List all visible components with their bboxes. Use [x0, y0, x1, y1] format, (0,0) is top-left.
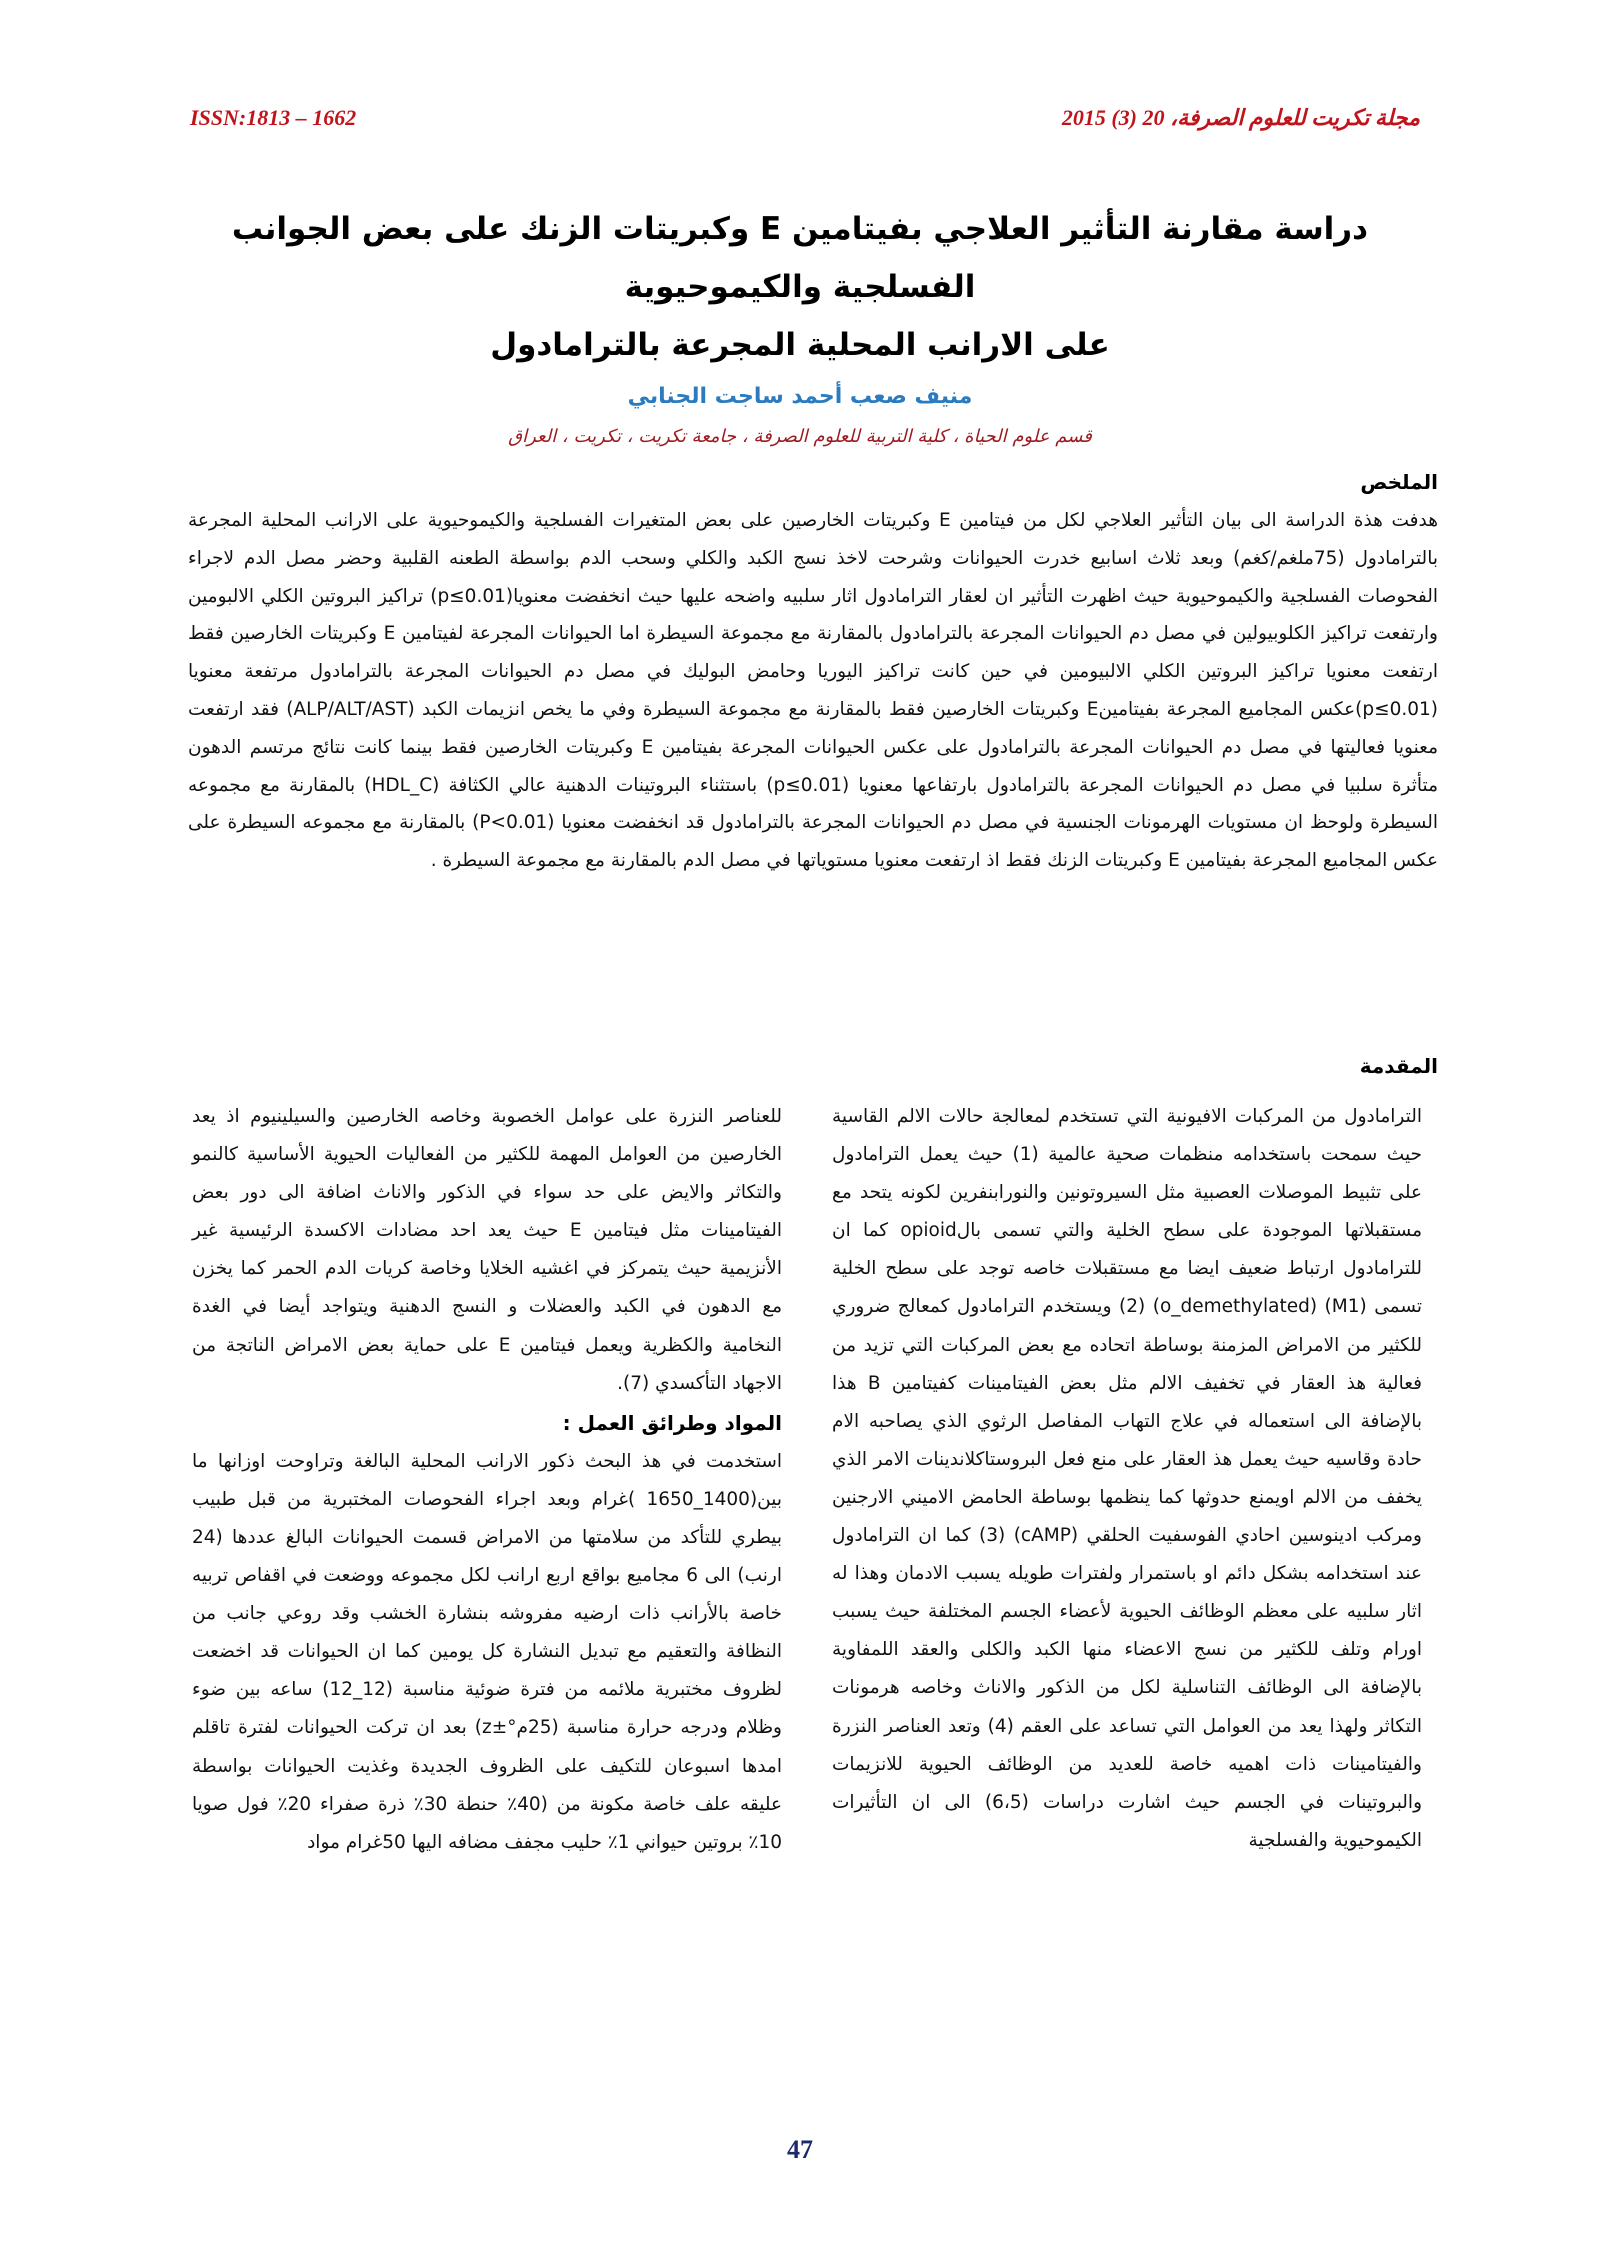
introduction-text-right: الترامادول من المركبات الافيونية التي تستخدم لمعالجة حالات الالم القاسية حيث سمحت باستخدامه منظمات صحية عالمية (1) حيث يعمل الترامادول على تثبيط الموصلات العصبية مثل السيروتونين والنورابنفرين لكونه يتحد مع مستقبلاتها الموجودة على سطح الخلية والتي تسمى بالopioid كما ان للترامادول ارتباط ضعيف ايضا مع مستقبلات خاصه توجد على سطح الخلية تسمى (M1) (o_demethylated) (2) ويستخدم الترامادول كمعالج ضروري للكثير من الامراض المزمنة بوساطة اتحاده مع بعض المركبات التي تزيد من فعالية هذ العقار في تخفيف الالم مثل بعض الفيتامينات كفيتامين B هذا بالإضافة الى استعماله في علاج التهاب المفاصل الرثوي الذي يصاحبه الام حادة وقاسيه حيث يعمل هذ العقار على منع فعل البروستاكلاندينات الامر الذي يخفف من الالم اويمنع حدوثها كما ينظمها بوساطة الحامض الاميني الارجنين ومركب ادينوسين احادي الفوسفيت الحلقي (cAMP) (3) كما ان الترامادول عند استخدامه بشكل دائم او باستمرار ولفترات طويله يسبب الادمان وهذا له اثار سلبيه على معظم الوظائف الحيوية لأعضاء الجسم المختلفة حيث يسبب اورام وتلف للكثير من نسج الاعضاء منها الكبد والكلى والعقد اللمفاوية بالإضافة الى الوظائف التناسلية لكل من الذكور والاناث وخاصه هرمونات التكاثر ولهذا يعد من العوامل التي تساعد على العقم (4) وتعد العناصر النزرة والفيتامينات ذات اهميه خاصة للعديد من الوظائف الحيوية للانزيمات والبروتينات في الجسم حيث اشارت دراسات (6،5) الى ان التأثيرات الكيموحيوية والفسلجية — [832, 1106, 1423, 1851]
paper-title — [170, 200, 1430, 374]
abstract-section — [188, 470, 1438, 880]
title-line-2: على الارانب المحلية المجرعة بالترامادول — [490, 327, 1110, 363]
abstract-heading: الملخص — [1360, 470, 1438, 494]
title-line-1: دراسة مقارنة التأثير العلاجي بفيتامين E وكبريتات الزنك على بعض الجوانب الفسلجية والكيموحيوية — [231, 211, 1369, 305]
issn-label: ISSN:1813 – 1662 — [190, 105, 357, 130]
title-block — [170, 200, 1430, 452]
author-name: منيف صعب أحمد ساجت الجنابي — [627, 384, 973, 409]
introduction-heading: المقدمة — [1359, 1054, 1438, 1078]
methods-text: استخدمت في هذ البحث ذكور الارانب المحلية البالغة وتراوحت اوزانها ما بين(1400_1650 )غرام وبعد اجراء الفحوصات المختبرية من قبل طبيب بيطري للتأكد من سلامتها من الامراض قسمت الحيوانات البالغ عددها (24 ارنب) الى 6 مجاميع بواقع اربع ارانب لكل مجموعه ووضعت في اقفاص تربيه خاصة بالأرانب ذات ارضيه مفروشه بنشارة الخشب وقد روعي جانب من النظافة والتعقيم مع تبديل النشارة كل يومين كما ان الحيوانات قد اخضعت لظروف مختبرية ملائمه من فترة ضوئية مناسبة (12_12) ساعه بين ضوء وظلام ودرجه حرارة مناسبة (25م°±z) بعد ان تركت الحيوانات لفترة تاقلم امدها اسبوعان للتكيف على الظروف الجديدة وغذيت الحيوانات بواسطة عليقه علف خاصة مكونة من (40٪ حنطة 30٪ ذرة صفراء 20٪ فول صويا 10٪ بروتين حيواني 1٪ حليب مجفف مضافه اليها 50غرام مواد — [192, 1450, 783, 1853]
journal-citation: مجلة تكريت للعلوم الصرفة، 20 (3) 2015 — [1061, 105, 1420, 130]
methods-heading: المواد وطرائق العمل : — [562, 1410, 782, 1435]
column-right — [832, 1098, 1422, 1860]
column-left — [192, 1098, 782, 1862]
introduction-text-left: للعناصر النزرة على عوامل الخصوبة وخاصه الخارصين والسيلينيوم اذ يعد الخارصين من العوامل المهمة للكثير من الفعاليات الحيوية الأساسية كالنمو والتكاثر والايض على حد سواء في الذكور والاناث اضافة الى دور بعض الفيتامينات مثل فيتامين E حيث يعد احد مضادات الاكسدة الرئيسية غير الأنزيمية حيث يتمركز في اغشيه الخلايا وخاصة كريات الدم الحمر كما يخزن مع الدهون في الكبد والعضلات و النسج الدهنية ويتواجد أيضا في الغدة النخامية والكظرية ويعمل فيتامين E على حماية بعض الامراض الناتجة من الاجهاد التأكسدي (7). — [192, 1106, 782, 1394]
author-affiliation: قسم علوم الحياة ، كلية التربية للعلوم الصرفة ، جامعة تكريت ، تكريت ، العراق — [508, 426, 1092, 447]
page-number: 47 — [787, 2135, 813, 2164]
abstract-text: هدفت هذة الدراسة الى بيان التأثير العلاجي لكل من فيتامين E وكبريتات الخارصين على بعض المتغيرات الفسلجية والكيموحيوية على الارانب المحلية المجرعة بالترامادول (75ملغم/كغم) وبعد ثلاث اسابيع خدرت الحيوانات وشرحت لاخذ نسج الكبد والكلي وسحب الدم بواسطة الطعنه القلبية وحضر مصل الدم لاجراء الفحوصات الفسلجية والكيموحيوية حيث اظهرت التأثير ان لعقار الترامادول اثار سلبيه واضحه عليها حيث انخفضت معنويا(p≤0.01) تراكيز البروتين الكلي الالبومين وارتفعت تراكيز الكلوبيولين في مصل دم الحيوانات المجرعة بالترامادول بالمقارنة مع مجموعة السيطرة اما الحيوانات المجرعة لفيتامين E وكبريتات الخارصين فقط ارتفعت معنويا تراكيز البروتين الكلي الالبيومين في حين كانت تراكيز اليوريا وحامض البوليك في مصل دم الحيوانات المجرعة بالترامادول مرتفعة معنويا (p≤0.01)عكس المجاميع المجرعة بفيتامينE وكبريتات الخارصين فقط بالمقارنة مع مجموعة السيطرة وفي ما يخص انزيمات الكبد (ALP/ALT/AST) فقد ارتفعت معنويا فعاليتها في مصل دم الحيوانات المجرعة بالترامادول على عكس الحيوانات المجرعة بفيتامين E وكبريتات الخارصين فقط بينما كانت نتائج مرتسم الدهون متأثرة سلبيا في مصل دم الحيوانات المجرعة بالترامادول بارتفاعها معنويا (p≤0.01) باستثناء البروتينات الدهنية عالي الكثافة (HDL_C) بالمقارنة مع مجموعه السيطرة ولوحظ ان مستويات الهرمونات الجنسية في مصل دم الحيوانات المجرعة بالترامادول قد انخفضت معنويا (P<0.01) بالمقارنة مع مجموعه السيطرة على عكس المجاميع المجرعة بفيتامين E وكبريتات الزنك فقط اذ ارتفعت معنويا مستوياتها في مصل الدم بالمقارنة مع مجموعة السيطرة . — [188, 510, 1439, 872]
running-header — [190, 98, 1420, 138]
